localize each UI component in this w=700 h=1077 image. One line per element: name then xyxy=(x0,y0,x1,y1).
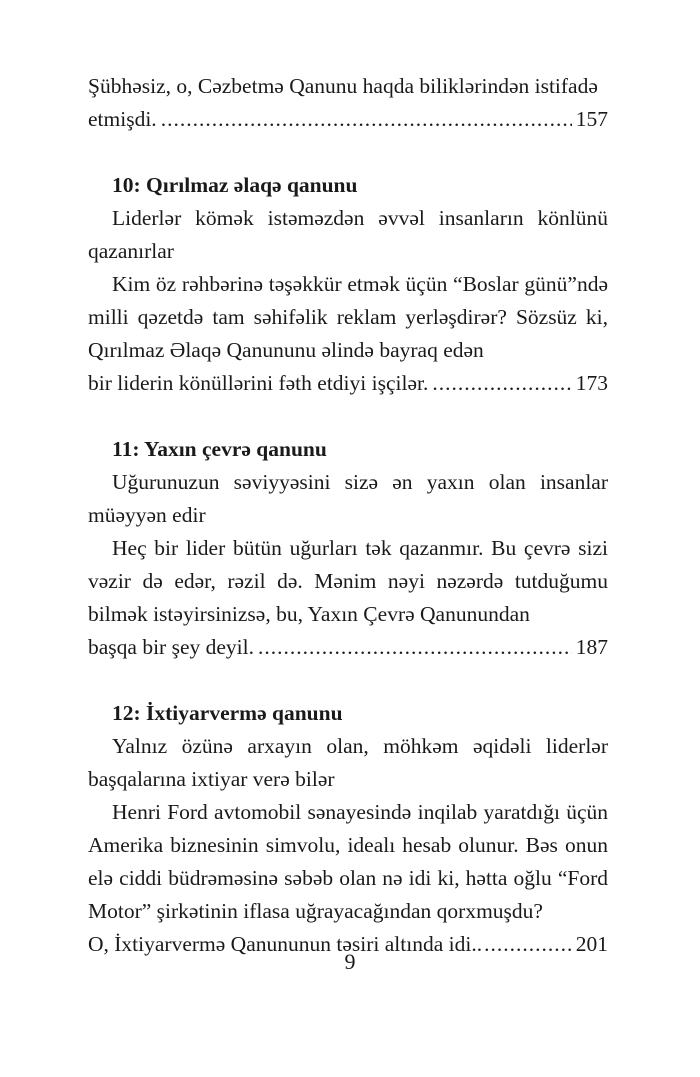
entry-page-number[interactable]: 187 xyxy=(575,635,608,659)
entry-text-end: başqa bir şey deyil. xyxy=(88,635,254,659)
toc-page xyxy=(88,70,608,961)
entry-text-end: O, İxtiyarvermə Qanununun təsiri altında idi.. xyxy=(88,932,483,956)
dot-leader xyxy=(432,367,571,400)
chapter-heading[interactable]: 10: Qırılmaz əlaqə qanunu xyxy=(112,173,358,197)
page-number: 9 xyxy=(344,949,356,974)
chapter-heading[interactable]: 11: Yaxın çevrə qanunu xyxy=(112,437,327,461)
toc-entry-10 xyxy=(88,169,608,400)
chapter-summary: Kim öz rəhbərinə təşəkkür etmək üçün “Boslar günü”ndə milli qəzetdə tam səhifəlik reklam yerləşdirər? Sözsüz ki, Qırılmaz Əlaqə Qanununu əlində bayraq edən xyxy=(88,272,608,362)
chapter-heading[interactable]: 12: İxtiyarvermə qanunu xyxy=(112,701,343,725)
chapter-summary: Henri Ford avtomobil sənayesində inqilab yaratdığı üçün Amerika biznesinin simvolu, idealı hesab olunur. Bəs onun elə ciddi büdrəməsinə səbəb olan nə idi ki, hətta oğlu “Ford Motor” şirkətinin iflasa uğrayacağından qorxmuşdu? xyxy=(88,800,608,923)
chapter-subtitle: Uğurunuzun səviyyəsini sizə ən yaxın olan insanlar müəyyən edir xyxy=(88,470,608,527)
toc-entry-intro xyxy=(88,70,608,136)
entry-page-number[interactable]: 201 xyxy=(575,932,608,956)
chapter-subtitle: Yalnız özünə arxayın olan, möhkəm əqidəli liderlər başqalarına ixtiyar verə bilər xyxy=(88,734,608,791)
chapter-subtitle: Liderlər kömək istəməzdən əvvəl insanların könlünü qazanırlar xyxy=(88,206,608,263)
entry-leader-line xyxy=(88,367,608,400)
toc-entry-12 xyxy=(88,697,608,961)
entry-page-number[interactable]: 157 xyxy=(575,107,608,131)
entry-page-number[interactable]: 173 xyxy=(575,371,608,395)
dot-leader xyxy=(258,631,572,664)
entry-leader-line xyxy=(88,631,608,664)
dot-leader xyxy=(161,103,572,136)
chapter-summary: Heç bir lider bütün uğurları tək qazanmır. Bu çevrə sizi vəzir də edər, rəzil də. Mənim nəyi nəzərdə tutduğumu bilmək istəyirsinizsə, bu, Yaxın Çevrə Qanunundan xyxy=(88,536,608,626)
entry-text: Şübhəsiz, o, Cəzbetmə Qanunu haqda biliklərindən istifadə xyxy=(88,74,598,98)
entry-text-end: etmişdi. xyxy=(88,107,157,131)
entry-leader-line xyxy=(88,103,608,136)
toc-entry-11 xyxy=(88,433,608,664)
entry-text-end: bir liderin könüllərini fəth etdiyi işçilər. xyxy=(88,371,429,395)
